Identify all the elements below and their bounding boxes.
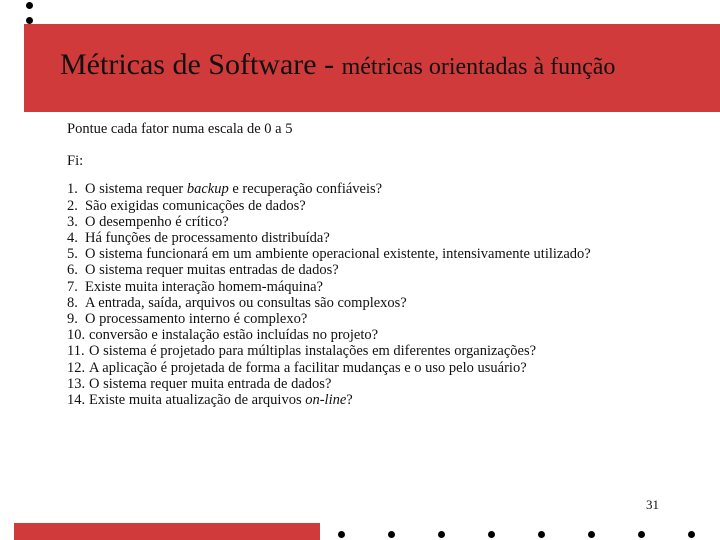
list-item [67,279,627,295]
fi-label: Fi: [67,153,84,170]
item-number: 12. [67,359,86,376]
decor-dot [688,531,695,538]
item-text: Há funções de processamento distribuída? [85,230,330,247]
slide-title [60,50,615,80]
item-text: conversão e instalação estão incluídas no projeto? [89,327,379,344]
item-text: Existe muita interação homem-máquina? [85,278,323,295]
item-number: 14. [67,392,86,409]
list-item [67,311,627,327]
item-number: 1. [67,181,78,198]
decor-dot [338,531,345,538]
item-text: O sistema funcionará em um ambiente operacional existente, intensivamente utilizado? [85,246,591,263]
decor-dot [638,531,645,538]
item-text: O sistema requer muita entrada de dados? [89,375,332,392]
item-text: A aplicação é projetada de forma a facilitar mudanças e o uso pelo usuário? [89,359,527,376]
item-text: São exigidas comunicações de dados? [85,197,306,214]
list-item [67,198,627,214]
item-text: A entrada, saída, arquivos ou consultas são complexos? [85,294,407,311]
title-subtitle: métricas orientadas à função [341,54,616,80]
instruction-text: Pontue cada fator numa escala de 0 a 5 [67,121,293,137]
item-number: 5. [67,246,78,263]
item-number: 6. [67,262,78,279]
item-number: 2. [67,197,78,214]
item-number: 11. [67,343,85,360]
item-text: O sistema requer backup e recuperação confiáveis? [85,181,383,198]
decor-dot [438,531,445,538]
page-number: 31 [646,497,659,512]
decor-dot [588,531,595,538]
slide-content [67,121,627,408]
item-text: Existe muita atualização de arquivos on-line? [89,392,353,409]
item-number: 7. [67,278,78,295]
list-item [67,262,627,278]
list-item [67,246,627,262]
factor-list [67,181,627,408]
item-number: 10. [67,327,86,344]
footer-bar [14,523,320,540]
item-number: 13. [67,375,86,392]
list-item [67,392,627,408]
list-item [67,376,627,392]
item-number: 4. [67,230,78,247]
list-item [67,360,627,376]
decor-dot [26,17,33,24]
item-text: O desempenho é crítico? [85,213,229,230]
list-item [67,295,627,311]
decor-dot [26,2,33,9]
list-item [67,214,627,230]
list-item [67,230,627,246]
list-item [67,343,627,359]
list-item [67,327,627,343]
item-number: 8. [67,294,78,311]
list-item [67,181,627,197]
item-number: 9. [67,311,78,328]
decor-dot [388,531,395,538]
item-text: O processamento interno é complexo? [85,311,308,328]
item-text: O sistema é projetado para múltiplas instalações em diferentes organizações? [89,343,537,360]
item-number: 3. [67,213,78,230]
item-text: O sistema requer muitas entradas de dados? [85,262,339,279]
decor-dot [488,531,495,538]
title-main: Métricas de Software - [60,48,342,81]
decor-dot [538,531,545,538]
